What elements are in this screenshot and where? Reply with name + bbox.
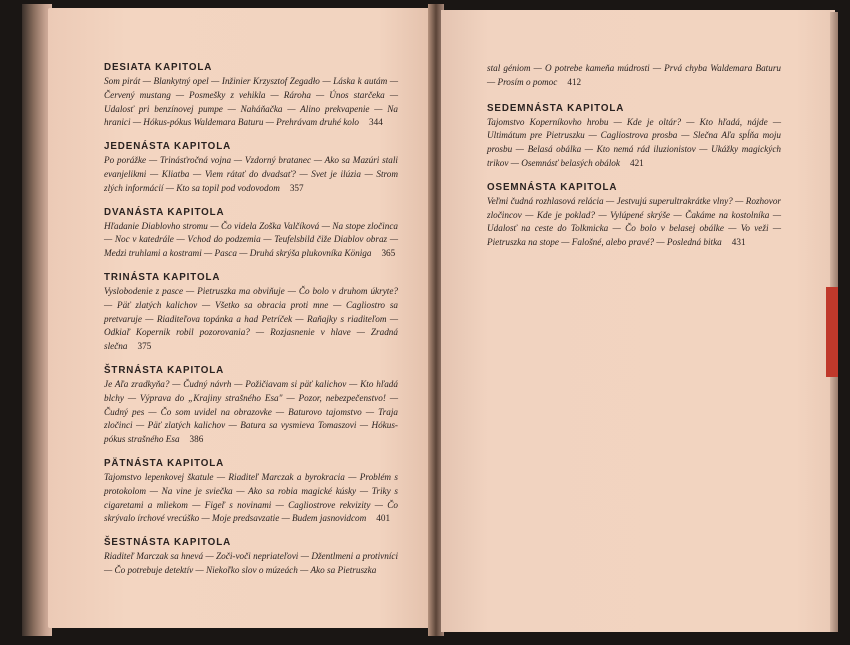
- page-number: 412: [567, 76, 582, 87]
- chapter-contents: [104, 550, 398, 578]
- chapter-heading: JEDENÁSTA KAPITOLA: [104, 141, 232, 153]
- chapter-contents: [104, 378, 398, 447]
- page-number: 421: [629, 157, 644, 168]
- chapter-text: Po porážke — Trinásťročná vojna — Vzdorný bratanec — Ako sa Mazúri stali evanjelikmi — Kliatba — Viem rátať do dvadsať? — Svet je ilúzia — Strom zlých informácií — Kto sa topil pod vodovodom: [104, 155, 398, 193]
- chapter-text: stal géniom — O potrebe kameňa múdrosti — Prvá chyba Waldemara Baturu — Prosím o pomoc: [487, 63, 781, 87]
- left-page-contents: [104, 62, 398, 589]
- chapter-contents: [104, 471, 398, 526]
- chapter-entry: [104, 272, 398, 354]
- page-number: 344: [369, 117, 383, 128]
- chapter-heading: DVANÁSTA KAPITOLA: [104, 206, 225, 218]
- chapter-continuation: [487, 62, 781, 90]
- chapter-entry: [104, 207, 398, 261]
- chapter-heading: TRINÁSTA KAPITOLA: [104, 271, 221, 283]
- chapter-heading: ŠESTNÁSTA KAPITOLA: [104, 537, 232, 549]
- chapter-text: Som pirát — Blankytný opel — Inžinier Krzysztof Zegadło — Láska k autám — Červený mustang — Posmešky z vehikla — Rároha — Únos starčeka — Udalosť pri benzínovej pumpe — Naháňačka — Alino prekvapenie — Na hranici — Hókus-pókus Waldemara Baturu — Prehrávam druhé kolo: [104, 76, 398, 128]
- chapter-heading: DESIATA KAPITOLA: [104, 62, 213, 73]
- chapter-entry: [104, 537, 398, 578]
- chapter-heading: OSEMNÁSTA KAPITOLA: [487, 181, 618, 193]
- page-number: 357: [289, 182, 304, 193]
- chapter-entry: [104, 365, 398, 447]
- chapter-entry: [104, 458, 398, 526]
- chapter-entry: [104, 141, 398, 195]
- chapter-text: Riaditeľ Marczak sa hnevá — Zoči-voči nepriateľovi — Džentlmeni a protivníci — Čo potrebuje detektív — Niekoľko slov o múzeách — Ako sa Pietruszka: [104, 551, 398, 575]
- chapter-heading: SEDEMNÁSTA KAPITOLA: [487, 102, 625, 114]
- red-bookmark-tab: [826, 287, 838, 377]
- chapter-heading: ŠTRNÁSTA KAPITOLA: [104, 364, 225, 376]
- chapter-heading: PÄTNÁSTA KAPITOLA: [104, 457, 225, 469]
- page-number: 365: [381, 248, 396, 259]
- chapter-entry: [104, 62, 398, 130]
- chapter-contents: [104, 220, 398, 261]
- chapter-entry: [487, 182, 781, 250]
- chapter-text: Tajomstvo lepenkovej škatule — Riaditeľ Marczak a byrokracia — Problém s protokolom — Na vine je sviečka — Ako sa robia magické kúsky — Triky s cigaretami a mliekom — Figeľ s novinami — Cagliostrove rekvizity — Čo skrývalo írchové vrecúško — Moje predsavzatie — Budem jasnovidcom: [104, 471, 398, 524]
- page-number: 431: [731, 237, 746, 248]
- right-page-contents: [487, 62, 781, 261]
- chapter-contents: [104, 75, 398, 130]
- chapter-text: Tajomstvo Koperníkovho hrobu — Kde je oltár? — Kto hľadá, nájde — Ultimátum pre Pietruszku — Cagliostrova prosba — Slečna Aľa spĺňa moju prosbu — Belasá obálka — Kto nemá rád iluzionistov — Ukážky magických trikov — Osemnásť belasých obálok: [487, 116, 781, 168]
- chapter-contents: [487, 116, 781, 171]
- chapter-text: Veľmi čudná rozhlasová relácia — Jestvujú superultrakrátke vlny? — Rozhovor zločincov — Kde je poklad? — Vylúpené skrýše — Čakáme na kostolníka — Udalosť na ceste do Tolkmicka — Čo bolo v belasej obálke — Vo veži — Pietruszka na stope — Falošné, alebo pravé? — Posledná bitka: [487, 195, 781, 248]
- chapter-entry: [487, 103, 781, 171]
- chapter-text: Je Aľa zradkyňa? — Čudný návrh — Požičiavam si päť kalichov — Kto hľadá blchy — Výprava do „Krajiny strašného Esa" — Pozor, nebezpečenstvo! — Čudný pes — Čo som uvidel na obrazovke — Baturovo tajomstvo — Traja zločinci — Päť zlatých kalichov — Batura sa vysmieva Tomaszovi — Hókus-pókus strašného Esa: [104, 378, 398, 445]
- chapter-text: Hľadanie Diablovho stromu — Čo videla Zoška Valčíková — Na stope zločinca — Noc v katedrále — Vchod do podzemia — Teufelsbild čiže Diablov obraz — Medzi truhlami a kostrami — Pasca — Druhá skrýša plukovníka Königa: [104, 220, 398, 259]
- page-number: 386: [189, 434, 204, 445]
- chapter-contents: [487, 195, 781, 250]
- chapter-text: Vyslobodenie z pasce — Pietruszka ma obviňuje — Čo bolo v druhom úkryte? — Päť zlatých kalichov — Všetko sa obracia proti mne — Cagliostro sa pretvaruje — Riaditeľova topánka a had Petríček — Raňajky s riaditeľom — Odkiaľ Kopernik robil pozorovania? — Rozjasnenie v hlave — Zradná slečna: [104, 285, 398, 352]
- chapter-contents: [104, 154, 398, 195]
- page-number: 375: [137, 341, 152, 352]
- chapter-contents: [104, 285, 398, 354]
- page-number: 401: [376, 513, 391, 524]
